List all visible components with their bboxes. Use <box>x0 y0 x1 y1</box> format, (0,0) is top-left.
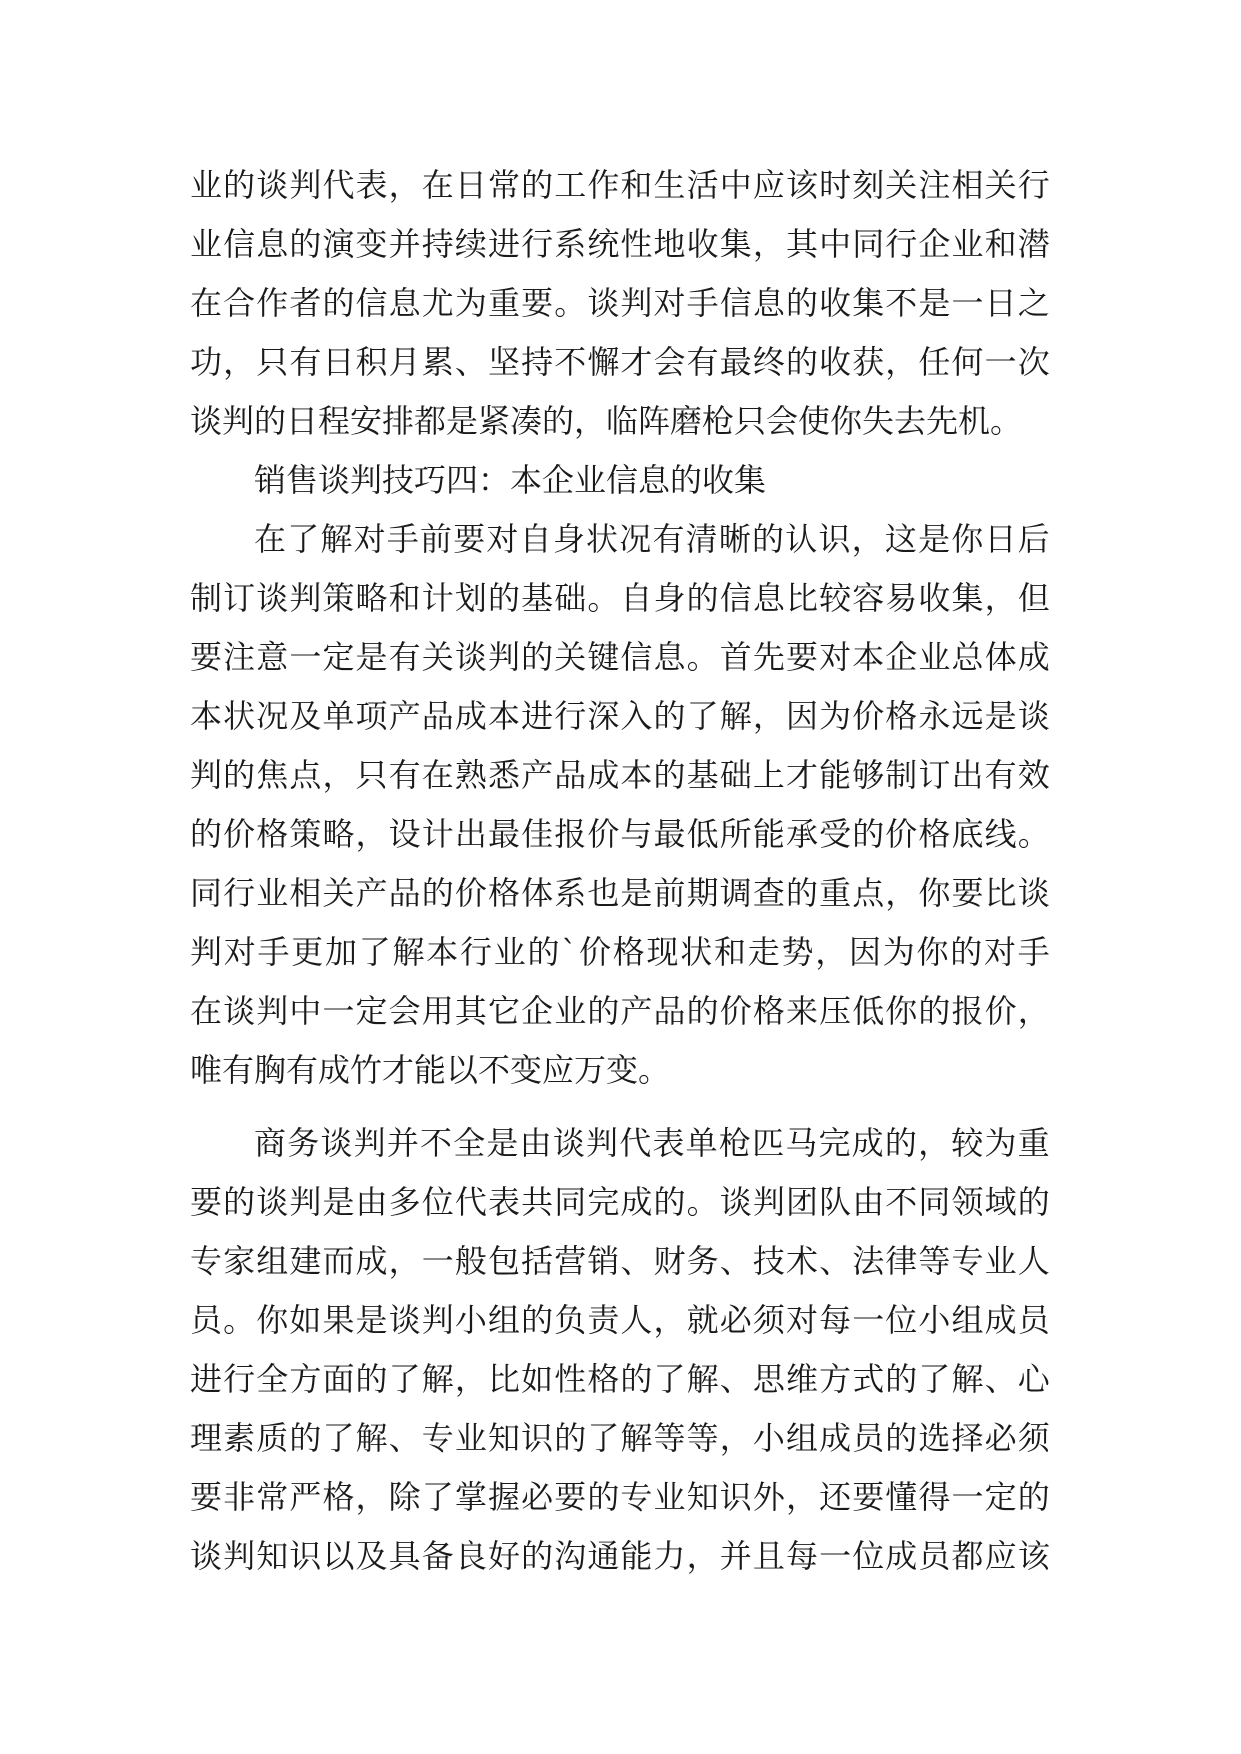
text-line: 本 状 况 及 单 项 产 品 成 本 进 行 深 入 的 了 解 ， 因 为 价 格 永 远 是 谈 <box>190 697 1050 735</box>
text-line: 唯有胸有成竹才能以不变应万变。 <box>190 1051 671 1089</box>
text-line: 在 合 作 者 的 信 息 尤 为 重 要 。 谈 判 对 手 信 息 的 收 集 不 是 一 日 之 <box>190 284 1050 322</box>
text-line: 判 的 焦 点 ， 只 有 在 熟 悉 产 品 成 本 的 基 础 上 才 能 够 制 订 出 有 效 <box>190 756 1050 794</box>
text-line: 员 。 你 如 果 是 谈 判 小 组 的 负 责 人 ， 就 必 须 对 每 一 位 小 组 成 员 <box>190 1301 1050 1339</box>
text-line: 在 谈 判 中 一 定 会 用 其 它 企 业 的 产 品 的 价 格 来 压 低 你 的 报 价 ， <box>190 992 1050 1030</box>
text-line: 要 非 常 严 格 ， 除 了 掌 握 必 要 的 专 业 知 识 外 ， 还 要 懂 得 一 定 的 <box>190 1478 1050 1516</box>
text-line: 在 了 解 对 手 前 要 对 自 身 状 况 有 清 晰 的 认 识 ， 这 是 你 日 后 <box>254 520 1050 558</box>
text-line: 销售谈判技巧四：本企业信息的收集 <box>254 461 767 499</box>
document-body <box>190 156 1050 1586</box>
text-line: 业 的 谈 判 代 表 ， 在 日 常 的 工 作 和 生 活 中 应 该 时 刻 关 注 相 关 行 <box>190 166 1050 204</box>
text-line: 业 信 息 的 演 变 并 持 续 进 行 系 统 性 地 收 集 ， 其 中 同 行 企 业 和 潜 <box>190 225 1050 263</box>
text-line: 同 行 业 相 关 产 品 的 价 格 体 系 也 是 前 期 调 查 的 重 点 ， 你 要 比 谈 <box>190 874 1050 912</box>
text-line: 谈判的日程安排都是紧凑的，临阵磨枪只会使你失去先机。 <box>190 402 1023 440</box>
text-line: 专 家 组 建 而 成 ， 一 般 包 括 营 销 、 财 务 、 技 术 、 法 律 等 专 业 人 <box>190 1242 1050 1280</box>
text-line: 理 素 质 的 了 解 、 专 业 知 识 的 了 解 等 等 ， 小 组 成 员 的 选 择 必 须 <box>190 1419 1050 1457</box>
text-line: 制 订 谈 判 策 略 和 计 划 的 基 础 。 自 身 的 信 息 比 较 容 易 收 集 ， 但 <box>190 579 1050 617</box>
text-line: 要 注 意 一 定 是 有 关 谈 判 的 关 键 信 息 。 首 先 要 对 本 企 业 总 体 成 <box>190 638 1050 676</box>
text-line: 进 行 全 方 面 的 了 解 ， 比 如 性 格 的 了 解 、 思 维 方 式 的 了 解 、 心 <box>190 1360 1050 1398</box>
text-line: 的 价 格 策 略 ， 设 计 出 最 佳 报 价 与 最 低 所 能 承 受 的 价 格 底 线 。 <box>190 815 1050 853</box>
text-line: 商 务 谈 判 并 不 全 是 由 谈 判 代 表 单 枪 匹 马 完 成 的 ， 较 为 重 <box>254 1124 1050 1162</box>
paragraph-gap <box>190 1100 1050 1114</box>
text-line: 要 的 谈 判 是 由 多 位 代 表 共 同 完 成 的 。 谈 判 团 队 由 不 同 领 域 的 <box>190 1183 1050 1221</box>
text-line: 判 对 手 更 加 了 解 本 行 业 的 ` 价 格 现 状 和 走 势 ， 因 为 你 的 对 手 <box>190 933 1050 971</box>
text-line: 谈 判 知 识 以 及 具 备 良 好 的 沟 通 能 力 ， 并 且 每 一 位 成 员 都 应 该 <box>190 1537 1050 1575</box>
text-line: 功 ， 只 有 日 积 月 累 、 坚 持 不 懈 才 会 有 最 终 的 收 获 ， 任 何 一 次 <box>190 343 1050 381</box>
